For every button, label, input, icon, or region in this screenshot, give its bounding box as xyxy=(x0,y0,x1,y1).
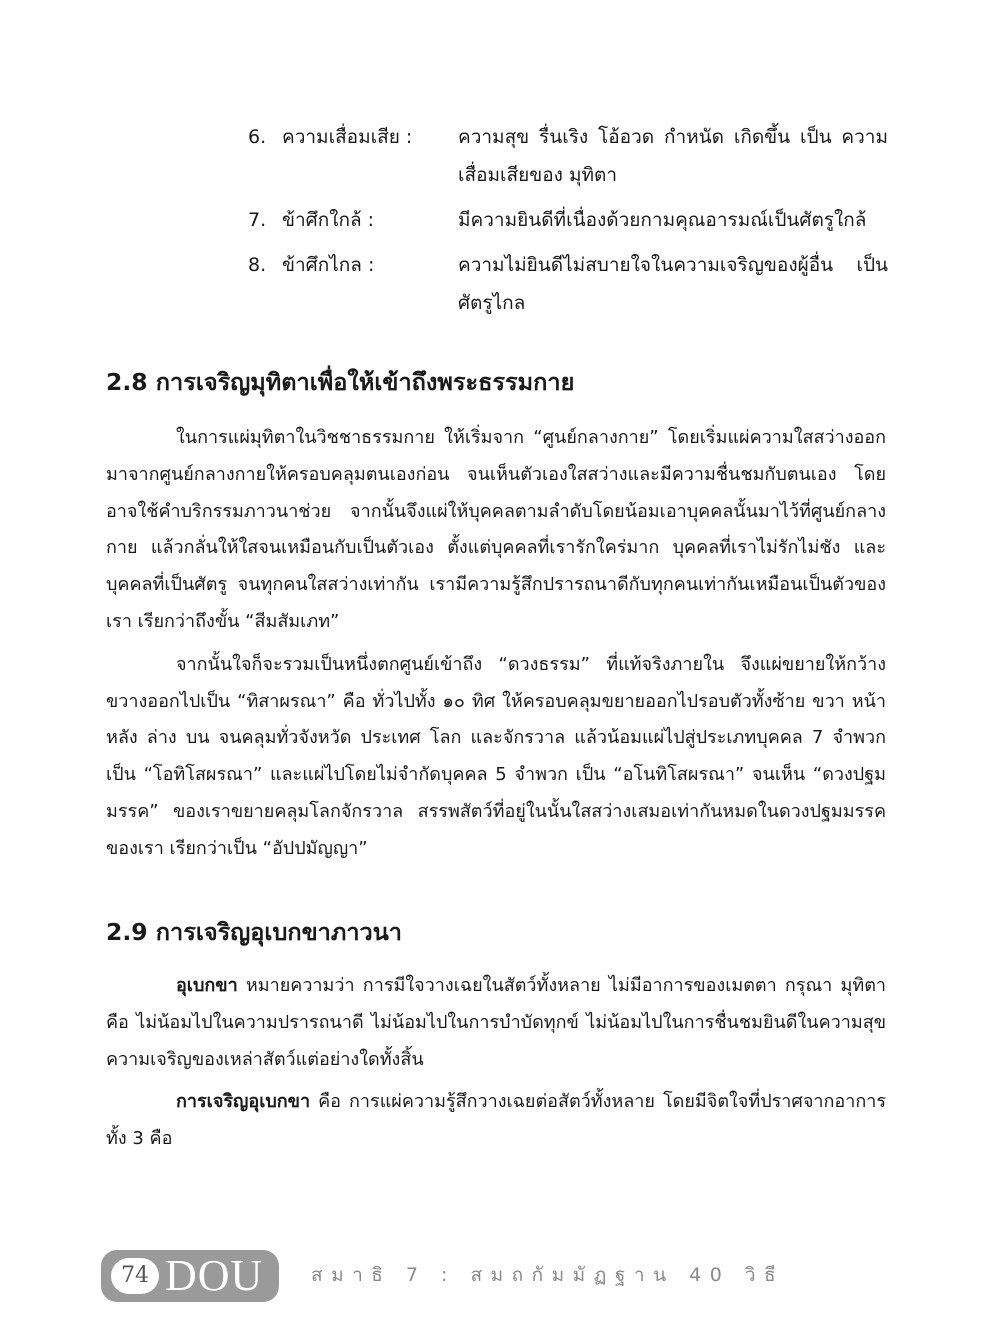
section-heading-2-9: 2.9 การเจริญอุเบกขาภาวนา xyxy=(106,918,402,946)
definition-description: ความไม่ยินดีไม่สบายใจในความเจริญของผู้อื่น เป็น ศัตรูไกล xyxy=(458,254,888,314)
paragraph: จากนั้นใจก็จะรวมเป็นหนึ่งตกศูนย์เข้าถึง “ดวงธรรม” ที่แท้จริงภายใน จึงแผ่ขยายให้กว้างขวางออกไปเป็น “ทิสาผรณา” คือ ทั่วไปทั้ง ๑๐ ทิศ ให้ครอบคลุมขยายออกไปรอบตัวทั้งซ้าย ขวา หน้า หลัง ล่าง บน จนคลุมทั่วจังหวัด ประเทศ โลก และจักรวาล แล้วน้อมแผ่ไปสู่ประเภทบุคคล 7 จำพวก เป็น “โอทิโสผรณา” และแผ่ไปโดยไม่จำกัดบุคคล 5 จำพวก เป็น “อโนทิโสผรณา” จนเห็น “ดวงปฐมมรรค” ของเราขยายคลุมโลกจักรวาล สรรพสัตว์ที่อยู่ในนั้นใสสว่างเสมอเท่ากันหมดในดวงปฐมมรรคของเรา เรียกว่าเป็น “อัปปมัญญา” xyxy=(106,653,886,859)
definition-list xyxy=(248,118,888,329)
paragraph: ในการแผ่มุทิตาในวิชชาธรรมกาย ให้เริ่มจาก “ศูนย์กลางกาย” โดยเริ่มแผ่ความใสสว่างออกมาจากศูนย์กลางกายให้ครอบคลุมตนเองก่อน จนเห็นตัวเองใสสว่างและมีความชื่นชมกับตนเอง โดยอาจใช้คำบริกรรมภาวนาช่วย จากนั้นจึงแผ่ให้บุคคลตามลำดับโดยน้อมเอาบุคคลนั้นมาไว้ที่ศูนย์กลางกาย แล้วกลั่นให้ใสจนเหมือนกับเป็นตัวเอง ตั้งแต่บุคคลที่เรารักใคร่มาก บุคคลที่เราไม่รักไม่ชัง และบุคคลที่เป็นศัตรู จนทุกคนใสสว่างเท่ากัน เรามีความรู้สึกปรารถนาดีกับทุกคนเท่ากันเหมือนเป็นตัวของเรา เรียกว่าถึงขั้น “สีมสัมเภท” xyxy=(106,427,886,632)
definition-term: ข้าศึกใกล้ : xyxy=(282,209,375,231)
paragraph xyxy=(106,1084,886,1158)
definition-term: ความเสื่อมเสีย : xyxy=(282,126,413,148)
definition-number: 6. xyxy=(248,126,267,148)
bold-term: การเจริญอุเบกขา xyxy=(176,1091,311,1113)
definition-description: มีความยินดีที่เนื่องด้วยกามคุณอารมณ์เป็นศัตรูใกล้ xyxy=(458,209,867,231)
footer-badge xyxy=(101,1250,279,1302)
page-number: 74 xyxy=(111,1258,159,1294)
running-title: สมาธิ 7 : สมถกัมมัฏฐาน 40 วิธี xyxy=(311,1264,785,1286)
page-footer xyxy=(101,1244,901,1300)
section-body-2-9 xyxy=(106,968,886,1164)
section-body-2-8 xyxy=(106,420,886,874)
section-heading-2-8: 2.8 การเจริญมุทิตาเพื่อให้เข้าถึงพระธรรมกาย xyxy=(106,368,575,396)
definition-row xyxy=(248,118,888,194)
definition-row xyxy=(248,246,888,322)
definition-number: 8. xyxy=(248,254,267,276)
paragraph-text: หมายความว่า การมีใจวางเฉยในสัตว์ทั้งหลาย ไม่มีอาการของเมตตา กรุณา มุทิตา คือ ไม่น้อมไปในความปรารถนาดี ไม่น้อมไปในการบำบัดทุกข์ ไม่น้อมไปในการชื่นชมยินดีในความสุขความเจริญของเหล่าสัตว์แต่อย่างใดทั้งสิ้น xyxy=(106,975,886,1070)
definition-description: ความสุข รื่นเริง โอ้อวด กำหนัด เกิดขึ้น เป็น ความเสื่อมเสียของ มุทิตา xyxy=(458,126,888,186)
bold-term: อุเบกขา xyxy=(176,975,238,996)
paragraph-text: คือ การแผ่ความรู้สึกวางเฉยต่อสัตว์ทั้งหลาย โดยมีจิตใจที่ปราศจากอาการทั้ง 3 คือ xyxy=(106,1091,886,1150)
dou-logo: DOU xyxy=(165,1251,264,1300)
definition-row xyxy=(248,201,888,239)
definition-number: 7. xyxy=(248,209,267,231)
paragraph xyxy=(106,968,886,1078)
definition-term: ข้าศึกไกล : xyxy=(282,254,375,276)
